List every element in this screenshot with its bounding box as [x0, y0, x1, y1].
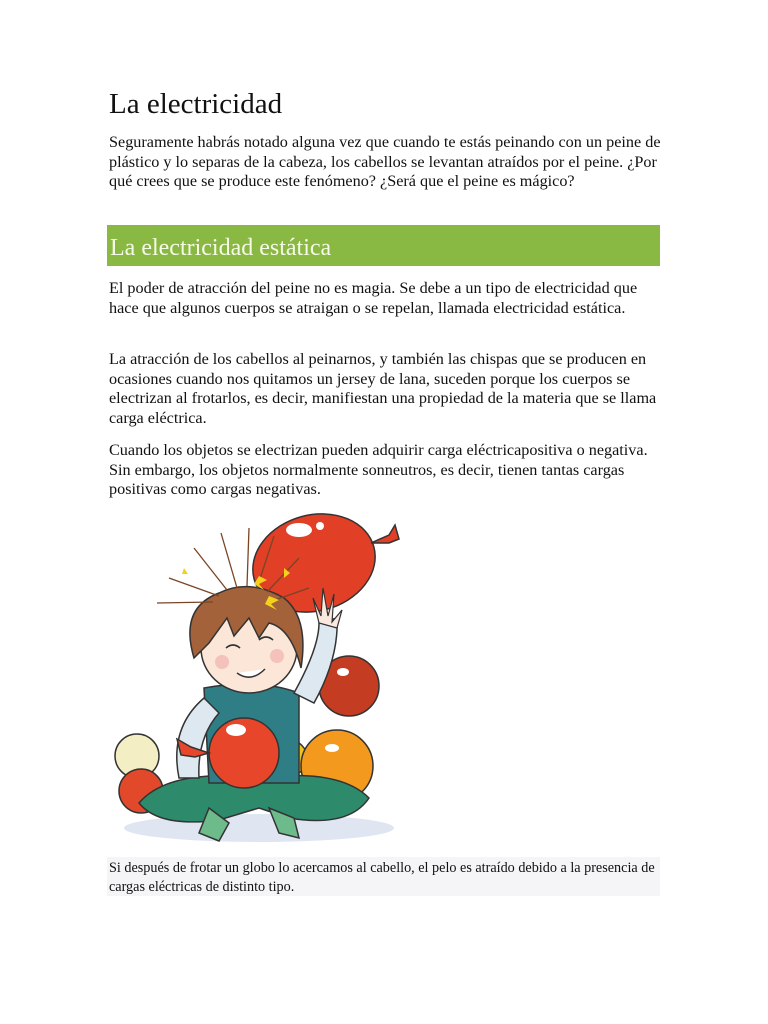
page-title: La electricidad: [109, 88, 283, 120]
boy-with-balloons-image: [109, 508, 409, 858]
paragraph-1: El poder de atracción del peine no es magia. Se debe a un tipo de electricidad que hace que algunos cuerpos se atraigan o se repelan, llamada electricidad estática.: [109, 279, 638, 317]
figure-caption: Si después de frotar un globo lo acercamos al cabello, el pelo es atraído debido a la presencia de cargas eléctricas de distinto tipo.: [107, 857, 660, 896]
section-heading: La electricidad estática: [110, 235, 332, 261]
paragraph-3: Cuando los objetos se electrizan pueden adquirir carga eléctricapositiva o negativa. Sin embargo, los objetos normalmente sonneutros, es decir, tienen tantas cargas positivas como cargas negativas.: [109, 441, 648, 499]
intro-paragraph: Seguramente habrás notado alguna vez que cuando te estás peinando con un peine de plástico y lo separas de la cabeza, los cabellos se levantan atraídos por el peine. ¿Por qué crees que se produce este fenómeno? ¿Será que el peine es mágico?: [109, 133, 661, 191]
section-heading-banner: [107, 225, 660, 266]
illustration-boy-balloons: [109, 508, 409, 858]
paragraph-2: La atracción de los cabellos al peinarnos, y también las chispas que se producen en ocasiones cuando nos quitamos un jersey de lana, suceden porque los cuerpos se electrizan al frotarlos, es decir, manifiestan una propiedad de la materia que se llama carga eléctrica.: [109, 350, 657, 427]
